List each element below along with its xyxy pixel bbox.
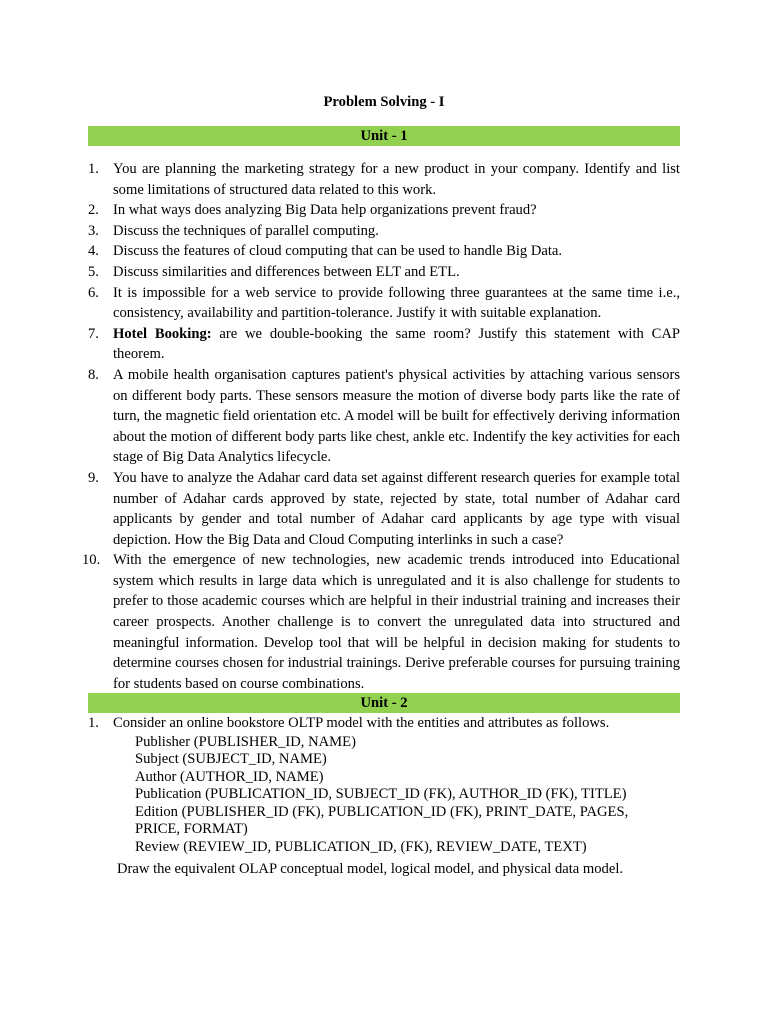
question-number: 6.	[88, 284, 99, 301]
question-number: 9.	[88, 469, 99, 486]
question-text: Discuss the techniques of parallel computing.	[113, 222, 379, 239]
question-text: Consider an online bookstore OLTP model with the entities and attributes as follows.	[113, 715, 610, 731]
question-number: 1.	[88, 161, 99, 177]
question-text: It is impossible for a web service to provide following three guarantees at the same time i.e., consistency, availability and partition-tolerance. Justify it with suitable explanation.	[113, 284, 680, 322]
question-number: 10.	[82, 552, 101, 569]
question-bold-lead: Hotel Booking:	[113, 325, 212, 342]
unit2-question-1	[88, 713, 680, 856]
question-text: With the emergence of new technologies, new academic trends introduced into Educational system which results in large data which is unregulated and it is also challenge for students to prefer to those academic courses which are helpful in their industrial training and increases their career prospects. Another challenge is to convert the unregulated data into structured and meaningful information. Develop tool that will be helpful in decision making for students to determine courses chosen for industrial trainings. Derive preferable courses for pursuing training for students based on course combinations.	[113, 552, 680, 692]
question-number: 2.	[88, 202, 99, 219]
entity-publisher: Publisher (PUBLISHER_ID, NAME)	[135, 733, 356, 750]
entity-review: Review (REVIEW_ID, PUBLICATION_ID, (FK), REVIEW_DATE, TEXT)	[135, 838, 587, 855]
entity-author: Author (AUTHOR_ID, NAME)	[135, 768, 324, 785]
question-text: In what ways does analyzing Big Data help organizations prevent fraud?	[113, 202, 537, 219]
question-number: 4.	[88, 243, 99, 260]
question-number: 8.	[88, 366, 99, 383]
question-number: 5.	[88, 263, 99, 280]
unit-1-heading: Unit - 1	[88, 126, 680, 146]
question-2	[88, 200, 680, 221]
question-9	[88, 468, 680, 550]
question-3	[88, 221, 680, 242]
question-text: You are planning the marketing strategy for a new product in your company. Identify and list some limitations of structured data related to this work.	[113, 161, 680, 198]
question-text: are we double-booking the same room? Justify this statement with CAP theorem.	[113, 325, 680, 363]
entity-list	[113, 734, 680, 857]
question-number: 3.	[88, 222, 99, 239]
entity-edition: Edition (PUBLISHER_ID (FK), PUBLICATION_ID (FK), PRINT_DATE, PAGES,	[135, 803, 629, 820]
entity-edition-cont: PRICE, FORMAT)	[135, 821, 248, 838]
question-10	[82, 550, 680, 694]
closing-instruction: Draw the equivalent OLAP conceptual model, logical model, and physical data model.	[117, 861, 624, 877]
entity-subject: Subject (SUBJECT_ID, NAME)	[135, 751, 327, 768]
question-6	[88, 283, 680, 324]
unit-2-heading: Unit - 2	[88, 693, 680, 713]
question-number: 7.	[88, 325, 99, 342]
document-title: Problem Solving - I	[323, 94, 445, 110]
unit-1-question-list	[82, 159, 680, 694]
question-8	[88, 365, 680, 468]
question-text: You have to analyze the Adahar card data set against different research queries for example total number of Adahar cards approved by state, rejected by state, total number of Adahar card applicants by gender and total number of Adahar card applicants by age type with visual depiction. How the Big Data and Cloud Computing interlinks in such a case?	[113, 469, 680, 548]
unit-2-question-list	[88, 713, 680, 856]
question-text: Discuss the features of cloud computing that can be used to handle Big Data.	[113, 243, 563, 260]
question-number: 1.	[88, 715, 99, 731]
question-text: A mobile health organisation captures patient's physical activities by attaching various sensors on different body parts. These sensors measure the motion of diverse body parts like the rate of turn, the magnetic field orientation etc. A model will be built for effectively deriving information about the motion of different body parts like chest, ankle etc. Indentify the key activities for each stage of Big Data Analytics lifecycle.	[113, 366, 680, 466]
entity-publication: Publication (PUBLICATION_ID, SUBJECT_ID (FK), AUTHOR_ID (FK), TITLE)	[135, 786, 627, 803]
question-4	[88, 241, 680, 262]
question-text: Discuss similarities and differences between ELT and ETL.	[113, 263, 460, 280]
question-1	[88, 159, 680, 200]
question-7	[88, 324, 680, 365]
question-5	[88, 262, 680, 283]
